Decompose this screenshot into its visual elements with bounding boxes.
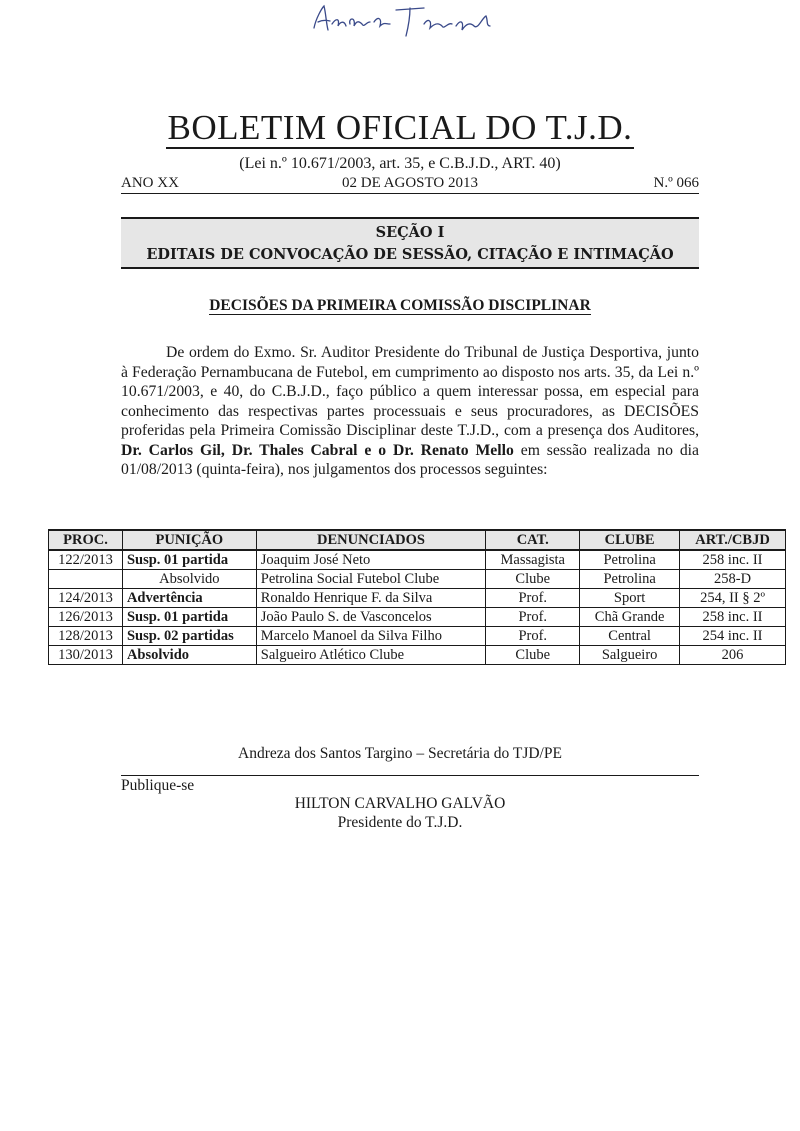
- denunciado-cell: Marcelo Manoel da Silva Filho: [256, 627, 486, 646]
- art-cell: 254 inc. II: [680, 627, 786, 646]
- cat-cell: Prof.: [486, 627, 580, 646]
- cat-cell: Clube: [486, 570, 580, 589]
- punicao-cell: Advertência: [122, 589, 256, 608]
- proc-cell: 122/2013: [49, 550, 123, 570]
- clube-cell: Central: [580, 627, 680, 646]
- issue-year: ANO XX: [121, 175, 179, 191]
- proc-cell: 124/2013: [49, 589, 123, 608]
- proc-cell: 128/2013: [49, 627, 123, 646]
- proc-cell: 126/2013: [49, 608, 123, 627]
- footer-divider: [121, 775, 699, 776]
- publique-label: Publique-se: [121, 777, 195, 794]
- clube-cell: Sport: [580, 589, 680, 608]
- body-text-2: em sessão realizada no dia 01/08/2013 (quinta-feira), nos julgamentos dos processos seguintes:: [121, 441, 700, 478]
- section-title: EDITAIS DE CONVOCAÇÃO DE SESSÃO, CITAÇÃO E INTIMAÇÃO: [146, 246, 674, 263]
- president-title: Presidente do T.J.D.: [337, 814, 463, 831]
- column-header: DENUNCIADOS: [256, 530, 486, 550]
- denunciado-cell: João Paulo S. de Vasconcelos: [256, 608, 486, 627]
- issue-info-bar: [121, 175, 699, 194]
- clube-cell: Salgueiro: [580, 646, 680, 665]
- table-row: [49, 627, 786, 646]
- cat-cell: Prof.: [486, 589, 580, 608]
- column-header: PUNIÇÃO: [122, 530, 256, 550]
- auditors-names: Dr. Carlos Gil, Dr. Thales Cabral e o Dr. Renato Mello: [121, 441, 514, 459]
- clube-cell: Petrolina: [580, 550, 680, 570]
- cat-cell: Massagista: [486, 550, 580, 570]
- proc-cell: [49, 570, 123, 589]
- body-paragraph: [121, 343, 699, 480]
- column-header: CLUBE: [580, 530, 680, 550]
- table-header-row: [49, 530, 786, 550]
- column-header: ART./CBJD: [680, 530, 786, 550]
- denunciado-cell: Salgueiro Atlético Clube: [256, 646, 486, 665]
- clube-cell: Petrolina: [580, 570, 680, 589]
- punicao-cell: Absolvido: [122, 570, 256, 589]
- section-banner: [121, 217, 699, 269]
- punicao-cell: Susp. 01 partida: [122, 550, 256, 570]
- art-cell: 258 inc. II: [680, 608, 786, 627]
- column-header: PROC.: [49, 530, 123, 550]
- secretary-signature-line: Andreza dos Santos Targino – Secretária do TJD/PE: [238, 745, 562, 762]
- cat-cell: Clube: [486, 646, 580, 665]
- table-row: [49, 589, 786, 608]
- table-row: [49, 646, 786, 665]
- title-text: BOLETIM OFICIAL DO T.J.D.: [167, 108, 633, 147]
- table-row: [49, 608, 786, 627]
- art-cell: 258-D: [680, 570, 786, 589]
- punicao-cell: Susp. 01 partida: [122, 608, 256, 627]
- table-row: [49, 550, 786, 570]
- punicao-cell: Absolvido: [122, 646, 256, 665]
- cat-cell: Prof.: [486, 608, 580, 627]
- president-name: HILTON CARVALHO GALVÃO: [294, 795, 506, 812]
- body-text-1: De ordem do Exmo. Sr. Auditor Presidente do Tribunal de Justiça Desportiva, junto à Federação Pernambucana de Futebol, em cumprimento ao disposto nos arts. 35, da Lei n.º 10.671/2003, e 40, do C.B.J.D., faço público a quem interessar possa, em especial para conhecimento das respectivas partes processuais e seus procuradores, as DECISÕES proferidas pela Primeira Comissão Disciplinar deste T.J.D., com a presença dos Auditores,: [121, 344, 699, 439]
- issue-number: N.º 066: [653, 175, 699, 191]
- section-number: SEÇÃO I: [375, 224, 445, 241]
- proc-cell: 130/2013: [49, 646, 123, 665]
- clube-cell: Chã Grande: [580, 608, 680, 627]
- art-cell: 258 inc. II: [680, 550, 786, 570]
- document-subtitle: (Lei n.º 10.671/2003, art. 35, e C.B.J.D., ART. 40): [239, 155, 561, 172]
- denunciado-cell: Joaquim José Neto: [256, 550, 486, 570]
- art-cell: 206: [680, 646, 786, 665]
- denunciado-cell: Ronaldo Henrique F. da Silva: [256, 589, 486, 608]
- decisions-heading: [0, 297, 800, 315]
- punicao-cell: Susp. 02 partidas: [122, 627, 256, 646]
- table-row: [49, 570, 786, 589]
- decisions-table: [48, 529, 786, 665]
- art-cell: 254, II § 2º: [680, 589, 786, 608]
- heading-text: DECISÕES DA PRIMEIRA COMISSÃO DISCIPLINAR: [209, 297, 591, 314]
- denunciado-cell: Petrolina Social Futebol Clube: [256, 570, 486, 589]
- document-title: [0, 108, 800, 148]
- issue-date: 02 DE AGOSTO 2013: [342, 175, 478, 191]
- column-header: CAT.: [486, 530, 580, 550]
- handwritten-signature: [300, 0, 520, 44]
